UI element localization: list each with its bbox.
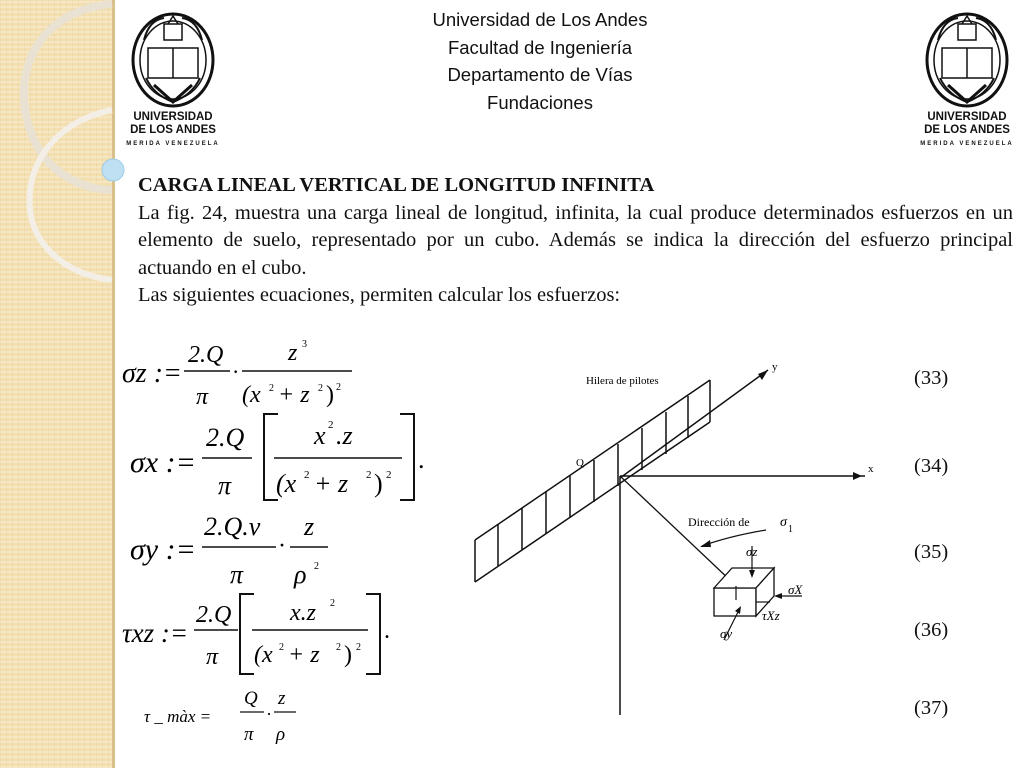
- header-university: Universidad de Los Andes: [432, 9, 648, 30]
- svg-text:.: .: [384, 618, 390, 644]
- svg-text:2: 2: [304, 469, 310, 481]
- equations-intro: Las siguientes ecuaciones, permiten calcular los esfuerzos:: [138, 284, 621, 306]
- eq36-lhs: τxz :=: [122, 618, 189, 648]
- svg-text:2: 2: [366, 469, 372, 481]
- eq36-op: + z: [288, 642, 320, 668]
- svg-text:2: 2: [386, 469, 392, 481]
- equation-number-34: (34): [914, 455, 949, 477]
- svg-text:·: ·: [232, 359, 240, 384]
- label-pile-row: Hilera de pilotes: [586, 375, 659, 387]
- eq35-num1: 2.Q.ν: [204, 512, 261, 541]
- label-sigma-z: σz: [746, 544, 758, 559]
- eq36-den2: (x: [254, 642, 273, 668]
- equation-35: [118, 505, 348, 595]
- svg-text:2: 2: [330, 598, 335, 609]
- eq34-op: + z: [314, 469, 349, 498]
- university-seal-icon: [124, 10, 222, 110]
- eq36-num1: 2.Q: [196, 602, 232, 628]
- logo-text-line1: UNIVERSIDAD: [927, 111, 1007, 123]
- eq37-num2: z: [278, 688, 286, 709]
- label-load-q: Q: [576, 457, 584, 469]
- equation-number-37: (37): [914, 697, 949, 719]
- svg-text:2: 2: [314, 561, 319, 572]
- y-axis-arrow-icon: [758, 370, 768, 380]
- svg-text:.: .: [418, 445, 425, 474]
- logo-text-line1: UNIVERSIDAD: [133, 111, 213, 123]
- eq33-num1: 2.Q: [188, 342, 224, 368]
- sigma-x-arrow-icon: [774, 593, 782, 599]
- equation-number-36: (36): [914, 619, 949, 641]
- eq34-num2b: .z: [336, 421, 353, 450]
- decorative-dot: [102, 159, 124, 181]
- label-x: x: [868, 463, 874, 475]
- equation-37: [118, 682, 318, 752]
- eq37-den2: ρ: [276, 724, 286, 745]
- eq33-lhs: σz :=: [122, 358, 182, 389]
- logo-text-line3: MERIDA VENEZUELA: [920, 141, 1014, 147]
- equation-number-35: (35): [914, 541, 949, 563]
- svg-text:2: 2: [318, 383, 323, 394]
- university-logo-right: [918, 10, 1016, 150]
- institution-header: [330, 6, 750, 116]
- eq37-den1: π: [244, 724, 254, 745]
- equation-34: [118, 408, 438, 508]
- svg-text:·: ·: [278, 533, 286, 559]
- eq34-den2: (x: [276, 469, 297, 498]
- logo-text-line3: MERIDA VENEZUELA: [126, 141, 220, 147]
- eq34-num1: 2.Q: [206, 423, 245, 452]
- eq33-close: ): [326, 382, 334, 408]
- line-load-diagram: [470, 350, 874, 720]
- logo-text-line2: DE LOS ANDES: [130, 124, 216, 136]
- equation-number-33: (33): [914, 367, 949, 389]
- svg-text:2: 2: [356, 642, 361, 653]
- equation-33: [118, 335, 368, 415]
- radius-line: [620, 476, 732, 582]
- eq33-den1: π: [196, 384, 209, 410]
- eq33-num2: z: [288, 340, 298, 366]
- label-sigma1: σ: [780, 515, 787, 530]
- svg-text:3: 3: [302, 339, 307, 350]
- eq36-den1: π: [206, 644, 219, 670]
- eq34-num2: x: [314, 421, 326, 450]
- label-tau-xz: τXz: [762, 608, 780, 623]
- logo-text-line2: DE LOS ANDES: [924, 124, 1010, 136]
- header-department: Departamento de Vías: [447, 64, 633, 85]
- eq35-den1: π: [230, 560, 244, 589]
- eq33-den2: (x: [242, 382, 261, 408]
- eq34-lhs: σx :=: [130, 446, 196, 479]
- x-axis-arrow-icon: [853, 472, 862, 480]
- label-y: y: [772, 361, 778, 373]
- svg-text:·: ·: [266, 704, 272, 724]
- header-faculty: Facultad de Ingeniería: [447, 36, 633, 58]
- eq35-lhs: σy :=: [130, 533, 196, 566]
- label-sigma1-sub: 1: [788, 524, 793, 535]
- equation-36: [118, 590, 408, 680]
- label-sigma-x: σX: [788, 582, 803, 597]
- eq34-den1: π: [218, 471, 232, 500]
- svg-text:2: 2: [336, 382, 341, 393]
- eq36-close: ): [344, 642, 352, 668]
- principal-direction-arrow-icon: [700, 540, 711, 547]
- eq35-den2: ρ: [294, 560, 307, 589]
- university-seal-icon: [918, 10, 1016, 110]
- university-logo-left: [124, 10, 222, 150]
- svg-text:2: 2: [336, 642, 341, 653]
- eq36-num2: x.z: [290, 600, 316, 626]
- pile-row: [475, 380, 710, 582]
- description-paragraph: La fig. 24, muestra una carga lineal de longitud, infinita, la cual produce determinados esfuerzos en un elemento de suelo, representado por un cubo. Además se indica la dirección del esfuerzo principal actuando en el cubo.: [138, 201, 1013, 279]
- eq35-num2: z: [304, 512, 315, 541]
- slide-body: [138, 172, 1013, 310]
- svg-text:2: 2: [269, 383, 274, 394]
- eq37-num1: Q: [244, 688, 258, 709]
- label-direction: Dirección de: [688, 515, 750, 529]
- eq34-close: ): [374, 469, 383, 498]
- section-title: CARGA LINEAL VERTICAL DE LONGITUD INFINITA: [138, 174, 655, 196]
- svg-text:2: 2: [328, 419, 334, 431]
- label-sigma-y: σy: [720, 626, 733, 641]
- eq37-lhs: τ _ màx =: [144, 707, 212, 726]
- eq33-op: + z: [278, 382, 310, 408]
- svg-text:2: 2: [279, 642, 284, 653]
- header-course: Fundaciones: [487, 91, 593, 113]
